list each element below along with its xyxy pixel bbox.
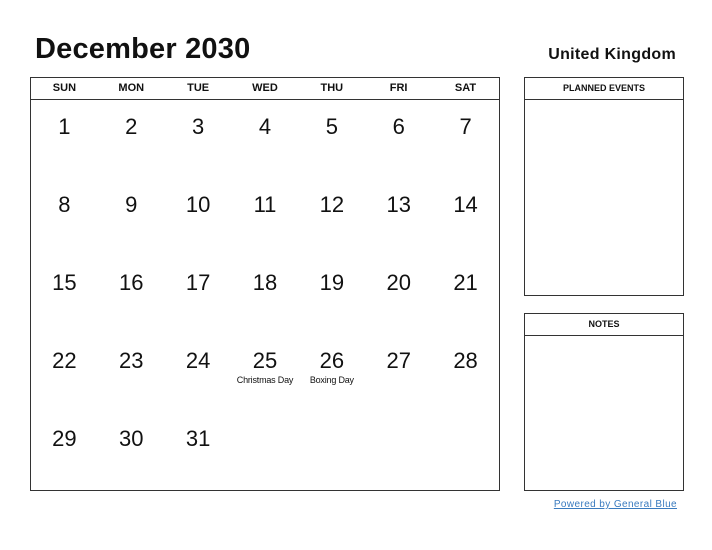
notes-panel xyxy=(524,313,684,491)
day-number: 5 xyxy=(325,114,338,139)
weekday-thu: THU xyxy=(320,82,344,94)
day-number: 27 xyxy=(386,348,411,373)
day-cell xyxy=(365,178,432,256)
day-number: 21 xyxy=(453,270,478,295)
day-number: 11 xyxy=(253,192,277,217)
day-cell xyxy=(232,178,299,256)
day-cell xyxy=(31,412,98,490)
weekday-wed: WED xyxy=(252,82,278,94)
day-number: 24 xyxy=(185,348,211,373)
day-number: 30 xyxy=(119,426,144,451)
day-cell xyxy=(298,256,365,334)
day-cell xyxy=(98,334,165,412)
planned-events-heading: PLANNED EVENTS xyxy=(525,78,683,100)
day-cell xyxy=(432,100,499,178)
weekday-sat: SAT xyxy=(454,82,477,94)
day-cell xyxy=(165,334,232,412)
day-cell xyxy=(98,100,165,178)
day-number: 31 xyxy=(185,426,211,451)
day-cell xyxy=(432,178,499,256)
day-number: 14 xyxy=(453,192,478,217)
day-number: 25 xyxy=(252,348,278,373)
day-number: 17 xyxy=(185,270,211,295)
day-number: 10 xyxy=(185,192,211,217)
powered-by-link[interactable]: Powered by General Blue xyxy=(553,499,677,510)
day-number: 26 xyxy=(319,348,345,373)
day-cell xyxy=(232,256,299,334)
day-cell xyxy=(365,256,432,334)
holiday-label: Boxing Day xyxy=(309,375,354,385)
day-cell xyxy=(165,178,232,256)
day-number: 16 xyxy=(119,270,144,295)
day-number: 1 xyxy=(58,114,71,139)
day-cell xyxy=(432,256,499,334)
weekday-mon: MON xyxy=(118,82,145,94)
day-cell xyxy=(98,178,165,256)
day-number: 20 xyxy=(386,270,411,295)
day-number: 3 xyxy=(192,114,205,139)
day-number: 18 xyxy=(252,270,278,295)
day-cell xyxy=(165,100,232,178)
day-cell xyxy=(432,334,499,412)
day-cell xyxy=(98,256,165,334)
weekday-fri: FRI xyxy=(389,82,408,94)
day-number: 15 xyxy=(52,270,77,295)
day-number: 12 xyxy=(319,192,345,217)
day-cell xyxy=(232,334,299,412)
day-number: 8 xyxy=(58,192,71,217)
day-number: 22 xyxy=(52,348,77,373)
day-cell xyxy=(98,412,165,490)
month-calendar xyxy=(30,77,500,491)
day-cell xyxy=(31,256,98,334)
day-cell xyxy=(365,100,432,178)
day-cell xyxy=(298,178,365,256)
calendar-title: December 2030 xyxy=(35,33,251,65)
day-cell xyxy=(298,334,365,412)
day-number: 4 xyxy=(258,114,272,139)
weekday-sun: SUN xyxy=(52,82,77,94)
day-cell xyxy=(232,100,299,178)
day-cell xyxy=(31,334,98,412)
holiday-label: Christmas Day xyxy=(236,375,294,385)
day-number: 28 xyxy=(453,348,478,373)
weekday-tue: TUE xyxy=(187,82,210,94)
country-label: United Kingdom xyxy=(548,46,676,63)
day-cell xyxy=(31,100,98,178)
day-cell xyxy=(165,412,232,490)
day-number: 2 xyxy=(125,114,138,139)
day-cell xyxy=(365,334,432,412)
planned-events-panel xyxy=(524,77,684,296)
day-number: 9 xyxy=(125,192,138,217)
day-number: 7 xyxy=(459,114,472,139)
day-cell xyxy=(165,256,232,334)
weekday-header-row xyxy=(31,78,499,100)
day-cell xyxy=(31,178,98,256)
day-grid xyxy=(31,100,499,490)
day-number: 29 xyxy=(52,426,77,451)
day-number: 23 xyxy=(119,348,144,373)
day-cell xyxy=(298,100,365,178)
day-number: 19 xyxy=(319,270,345,295)
day-number: 6 xyxy=(392,114,405,139)
day-number: 13 xyxy=(386,192,411,217)
notes-heading: NOTES xyxy=(525,314,683,336)
